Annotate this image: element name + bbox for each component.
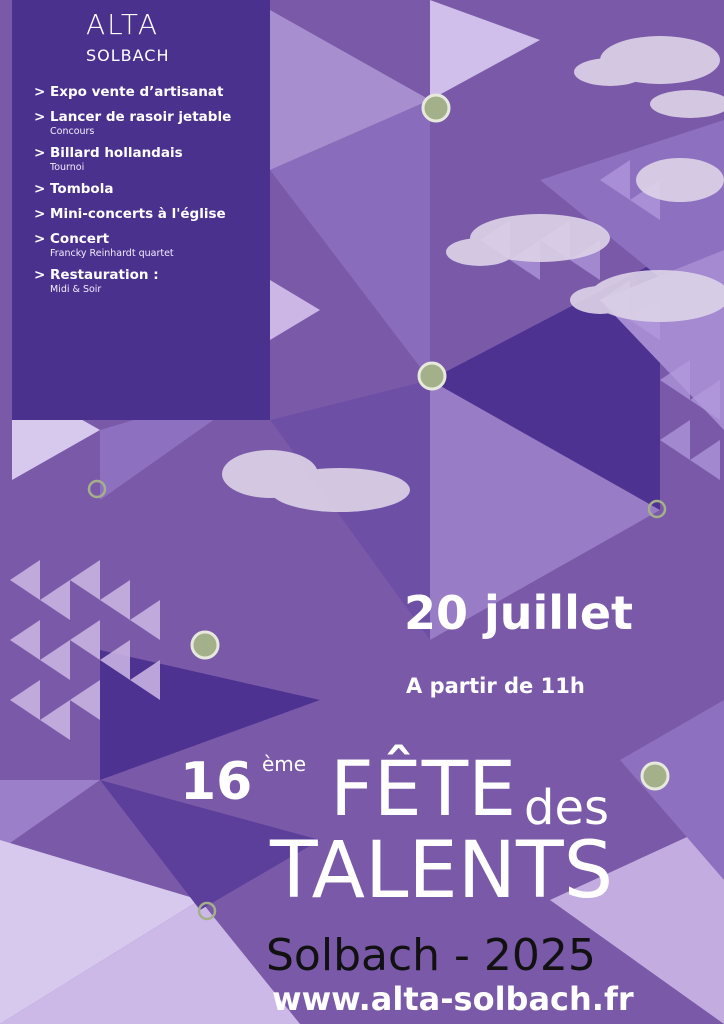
program-item-label: > Lancer de rasoir jetable [34,109,232,125]
program-item [34,181,266,198]
title-des: des [524,780,610,836]
title-fete: FÊTE [330,744,517,833]
program-item [34,267,266,295]
program-item-sub: Tournoi [50,162,85,173]
program-item-label: > Tombola [34,181,114,197]
program-item-sub: Concours [50,126,95,137]
program-item-label: > Restauration : [34,267,159,283]
program-item [34,84,266,101]
edition-number: 16 [180,752,253,812]
website-link[interactable]: www.alta-solbach.fr [272,980,634,1018]
program-item-sub: Midi & Soir [50,284,102,295]
program-item-sub: Francky Reinhardt quartet [50,248,174,259]
logo-solbach: SOLBACH [86,46,170,65]
event-time: A partir de 11h [406,674,585,698]
edition-suffix: ème [262,752,307,776]
program-item [34,231,266,259]
program-item [34,109,266,137]
event-date: 20 juillet [404,586,634,640]
program-item-label: > Concert [34,231,110,247]
program-item-label: > Billard hollandais [34,145,183,161]
logo-alta: ALTA [86,8,159,41]
program-item-label: > Mini-concerts à l'église [34,206,226,222]
place-year: Solbach - 2025 [266,930,596,981]
title-talents: TALENTS [270,826,614,916]
program-item [34,206,266,223]
program-item [34,145,266,173]
program-list [34,84,266,303]
program-item-label: > Expo vente d’artisanat [34,84,224,100]
